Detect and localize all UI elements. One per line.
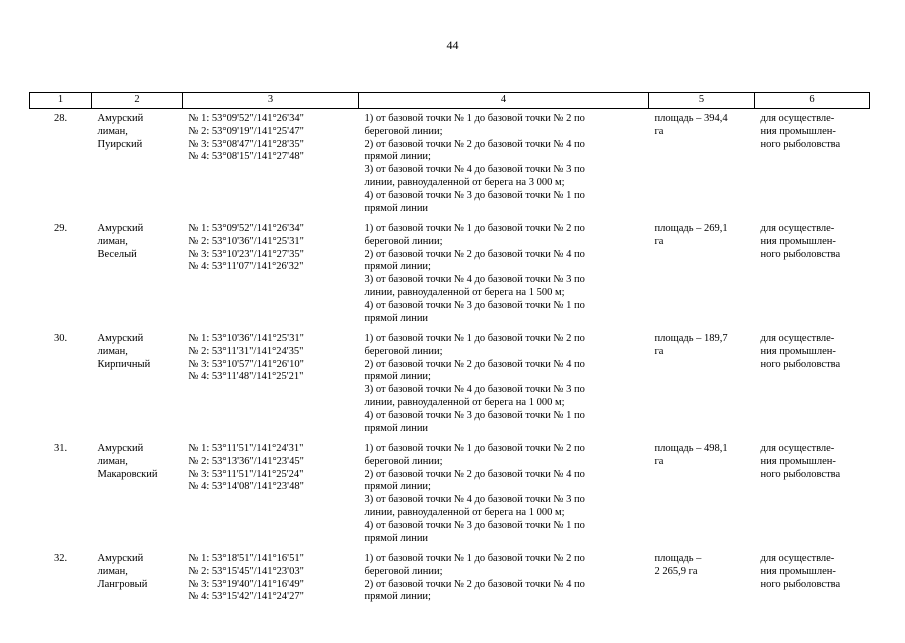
row-number: 30. [54, 333, 67, 344]
area-name-line: лиман, [98, 456, 177, 469]
area-name-line: Макаровский [98, 469, 177, 482]
column-header: 3 [183, 93, 359, 109]
boundary-line: 2) от базовой точки № 2 до базовой точки № 4 по [365, 249, 643, 262]
column-header: 4 [359, 93, 649, 109]
table-row [30, 329, 870, 439]
boundary-line: линии, равноудаленной от берега на 1 500 м; [365, 287, 643, 300]
boundary-line: 1) от базовой точки № 1 до базовой точки № 2 по [365, 223, 643, 236]
table-row [30, 549, 870, 643]
area-size-line: площадь – 189,7 [655, 333, 749, 346]
purpose-line: ного рыболовства [761, 469, 864, 482]
purpose-cell [755, 439, 870, 549]
coordinates-cell [183, 219, 359, 329]
purpose-line: ния промышлен- [761, 456, 864, 469]
purpose-line: для осуществле- [761, 113, 864, 126]
row-number: 31. [54, 443, 67, 454]
area-size-line: га [655, 346, 749, 359]
area-size-cell [649, 439, 755, 549]
boundary-line: прямой линии [365, 533, 643, 546]
column-header: 6 [755, 93, 870, 109]
coordinate-line: № 2: 53°11'31"/141°24'35" [189, 346, 353, 359]
coordinate-line: № 2: 53°09'19"/141°25'47" [189, 126, 353, 139]
coordinates-cell [183, 439, 359, 549]
boundary-line: 3) от базовой точки № 4 до базовой точки № 3 по [365, 384, 643, 397]
purpose-line: для осуществле- [761, 333, 864, 346]
table-row [30, 109, 870, 220]
purpose-line: ния промышлен- [761, 236, 864, 249]
coordinate-line: № 4: 53°11'48"/141°25'21" [189, 371, 353, 384]
purpose-line: ного рыболовства [761, 579, 864, 592]
boundary-line: 2) от базовой точки № 2 до базовой точки № 4 по [365, 469, 643, 482]
area-name-cell [92, 109, 183, 220]
boundary-description-cell [359, 439, 649, 549]
purpose-cell [755, 109, 870, 220]
column-header: 2 [92, 93, 183, 109]
area-name-line: Пуирский [98, 139, 177, 152]
row-number-cell [30, 329, 92, 439]
purpose-cell [755, 549, 870, 643]
area-name-line: Амурский [98, 553, 177, 566]
area-name-cell [92, 219, 183, 329]
area-name-line: лиман, [98, 126, 177, 139]
boundary-line: береговой линии; [365, 566, 643, 579]
area-name-line: Кирпичный [98, 359, 177, 372]
area-name-cell [92, 439, 183, 549]
area-size-line: площадь – 498,1 [655, 443, 749, 456]
coordinate-line: № 3: 53°10'57"/141°26'10" [189, 359, 353, 372]
purpose-line: для осуществле- [761, 443, 864, 456]
boundary-line: линии, равноудаленной от берега на 1 000 м; [365, 507, 643, 520]
area-size-cell [649, 109, 755, 220]
coordinate-line: № 1: 53°18'51"/141°16'51" [189, 553, 353, 566]
boundary-line: прямой линии; [365, 371, 643, 384]
area-name-line: Амурский [98, 333, 177, 346]
row-number-cell [30, 109, 92, 220]
boundary-line: прямой линии; [365, 261, 643, 274]
area-size-line: площадь – 394,4 [655, 113, 749, 126]
coordinate-line: № 1: 53°09'52"/141°26'34" [189, 223, 353, 236]
coordinates-cell [183, 329, 359, 439]
purpose-line: ного рыболовства [761, 249, 864, 262]
boundary-description-cell [359, 549, 649, 643]
boundary-line: 3) от базовой точки № 4 до базовой точки № 3 по [365, 494, 643, 507]
area-name-line: Амурский [98, 113, 177, 126]
boundary-line: береговой линии; [365, 126, 643, 139]
row-number-cell [30, 439, 92, 549]
coordinate-line: № 1: 53°11'51"/141°24'31" [189, 443, 353, 456]
area-size-line: га [655, 456, 749, 469]
boundary-line: 3) от базовой точки № 4 до базовой точки № 3 по [365, 274, 643, 287]
table-row [30, 439, 870, 549]
area-name-line: Амурский [98, 223, 177, 236]
coordinate-line: № 4: 53°15'42"/141°24'27" [189, 591, 353, 604]
boundary-line: линии, равноудаленной от берега на 1 000 м; [365, 397, 643, 410]
area-name-line: Амурский [98, 443, 177, 456]
area-name-line: Веселый [98, 249, 177, 262]
coordinate-line: № 3: 53°19'40"/141°16'49" [189, 579, 353, 592]
boundary-description-cell [359, 219, 649, 329]
boundary-line: береговой линии; [365, 346, 643, 359]
table-body [30, 109, 870, 643]
boundary-line: 2) от базовой точки № 2 до базовой точки № 4 по [365, 579, 643, 592]
coordinate-line: № 3: 53°11'51"/141°25'24" [189, 469, 353, 482]
purpose-line: ния промышлен- [761, 566, 864, 579]
purpose-line: ного рыболовства [761, 359, 864, 372]
area-name-line: лиман, [98, 236, 177, 249]
boundary-line: прямой линии; [365, 481, 643, 494]
purpose-line: ного рыболовства [761, 139, 864, 152]
table-header-row [30, 93, 870, 109]
boundary-line: 1) от базовой точки № 1 до базовой точки № 2 по [365, 553, 643, 566]
boundary-description-cell [359, 109, 649, 220]
area-size-cell [649, 329, 755, 439]
coordinate-line: № 4: 53°11'07"/141°26'32" [189, 261, 353, 274]
boundary-line: 4) от базовой точки № 3 до базовой точки № 1 по [365, 190, 643, 203]
boundary-line: 3) от базовой точки № 4 до базовой точки № 3 по [365, 164, 643, 177]
coordinate-line: № 2: 53°13'36"/141°23'45" [189, 456, 353, 469]
coordinate-line: № 4: 53°14'08"/141°23'48" [189, 481, 353, 494]
boundary-line: 1) от базовой точки № 1 до базовой точки № 2 по [365, 113, 643, 126]
coordinate-line: № 2: 53°15'45"/141°23'03" [189, 566, 353, 579]
boundary-line: 2) от базовой точки № 2 до базовой точки № 4 по [365, 359, 643, 372]
row-number: 32. [54, 553, 67, 564]
boundary-description-cell [359, 329, 649, 439]
row-number-cell [30, 219, 92, 329]
boundary-line: линии, равноудаленной от берега на 3 000 м; [365, 177, 643, 190]
boundary-line: 2) от базовой точки № 2 до базовой точки № 4 по [365, 139, 643, 152]
purpose-cell [755, 329, 870, 439]
boundary-line: 1) от базовой точки № 1 до базовой точки № 2 по [365, 443, 643, 456]
coordinate-line: № 3: 53°08'47"/141°28'35" [189, 139, 353, 152]
area-size-line: га [655, 236, 749, 249]
coordinates-cell [183, 549, 359, 643]
boundary-line: прямой линии [365, 203, 643, 216]
boundary-line: прямой линии; [365, 591, 643, 604]
area-size-cell [649, 219, 755, 329]
area-size-line: га [655, 126, 749, 139]
coordinates-cell [183, 109, 359, 220]
page-number: 44 [0, 38, 905, 53]
area-size-line: 2 265,9 га [655, 566, 749, 579]
purpose-cell [755, 219, 870, 329]
column-header: 1 [30, 93, 92, 109]
coordinate-line: № 2: 53°10'36"/141°25'31" [189, 236, 353, 249]
area-name-line: лиман, [98, 566, 177, 579]
boundary-line: 4) от базовой точки № 3 до базовой точки № 1 по [365, 410, 643, 423]
table-row [30, 219, 870, 329]
boundary-line: прямой линии; [365, 151, 643, 164]
row-number: 28. [54, 113, 67, 124]
purpose-line: ния промышлен- [761, 346, 864, 359]
area-size-line: площадь – [655, 553, 749, 566]
area-name-cell [92, 329, 183, 439]
area-size-line: площадь – 269,1 [655, 223, 749, 236]
area-size-cell [649, 549, 755, 643]
boundary-line: прямой линии [365, 313, 643, 326]
boundary-line: 4) от базовой точки № 3 до базовой точки № 1 по [365, 520, 643, 533]
boundary-line: береговой линии; [365, 236, 643, 249]
row-number: 29. [54, 223, 67, 234]
row-number-cell [30, 549, 92, 643]
column-header: 5 [649, 93, 755, 109]
area-name-cell [92, 549, 183, 643]
coordinate-line: № 1: 53°10'36"/141°25'31" [189, 333, 353, 346]
purpose-line: ния промышлен- [761, 126, 864, 139]
area-name-line: лиман, [98, 346, 177, 359]
boundary-line: прямой линии [365, 423, 643, 436]
coordinate-line: № 4: 53°08'15"/141°27'48" [189, 151, 353, 164]
fishing-areas-table [29, 92, 870, 643]
boundary-line: 4) от базовой точки № 3 до базовой точки № 1 по [365, 300, 643, 313]
boundary-line: береговой линии; [365, 456, 643, 469]
purpose-line: для осуществле- [761, 553, 864, 566]
boundary-line: 1) от базовой точки № 1 до базовой точки № 2 по [365, 333, 643, 346]
coordinate-line: № 1: 53°09'52"/141°26'34" [189, 113, 353, 126]
purpose-line: для осуществле- [761, 223, 864, 236]
area-name-line: Лангровый [98, 579, 177, 592]
coordinate-line: № 3: 53°10'23"/141°27'35" [189, 249, 353, 262]
